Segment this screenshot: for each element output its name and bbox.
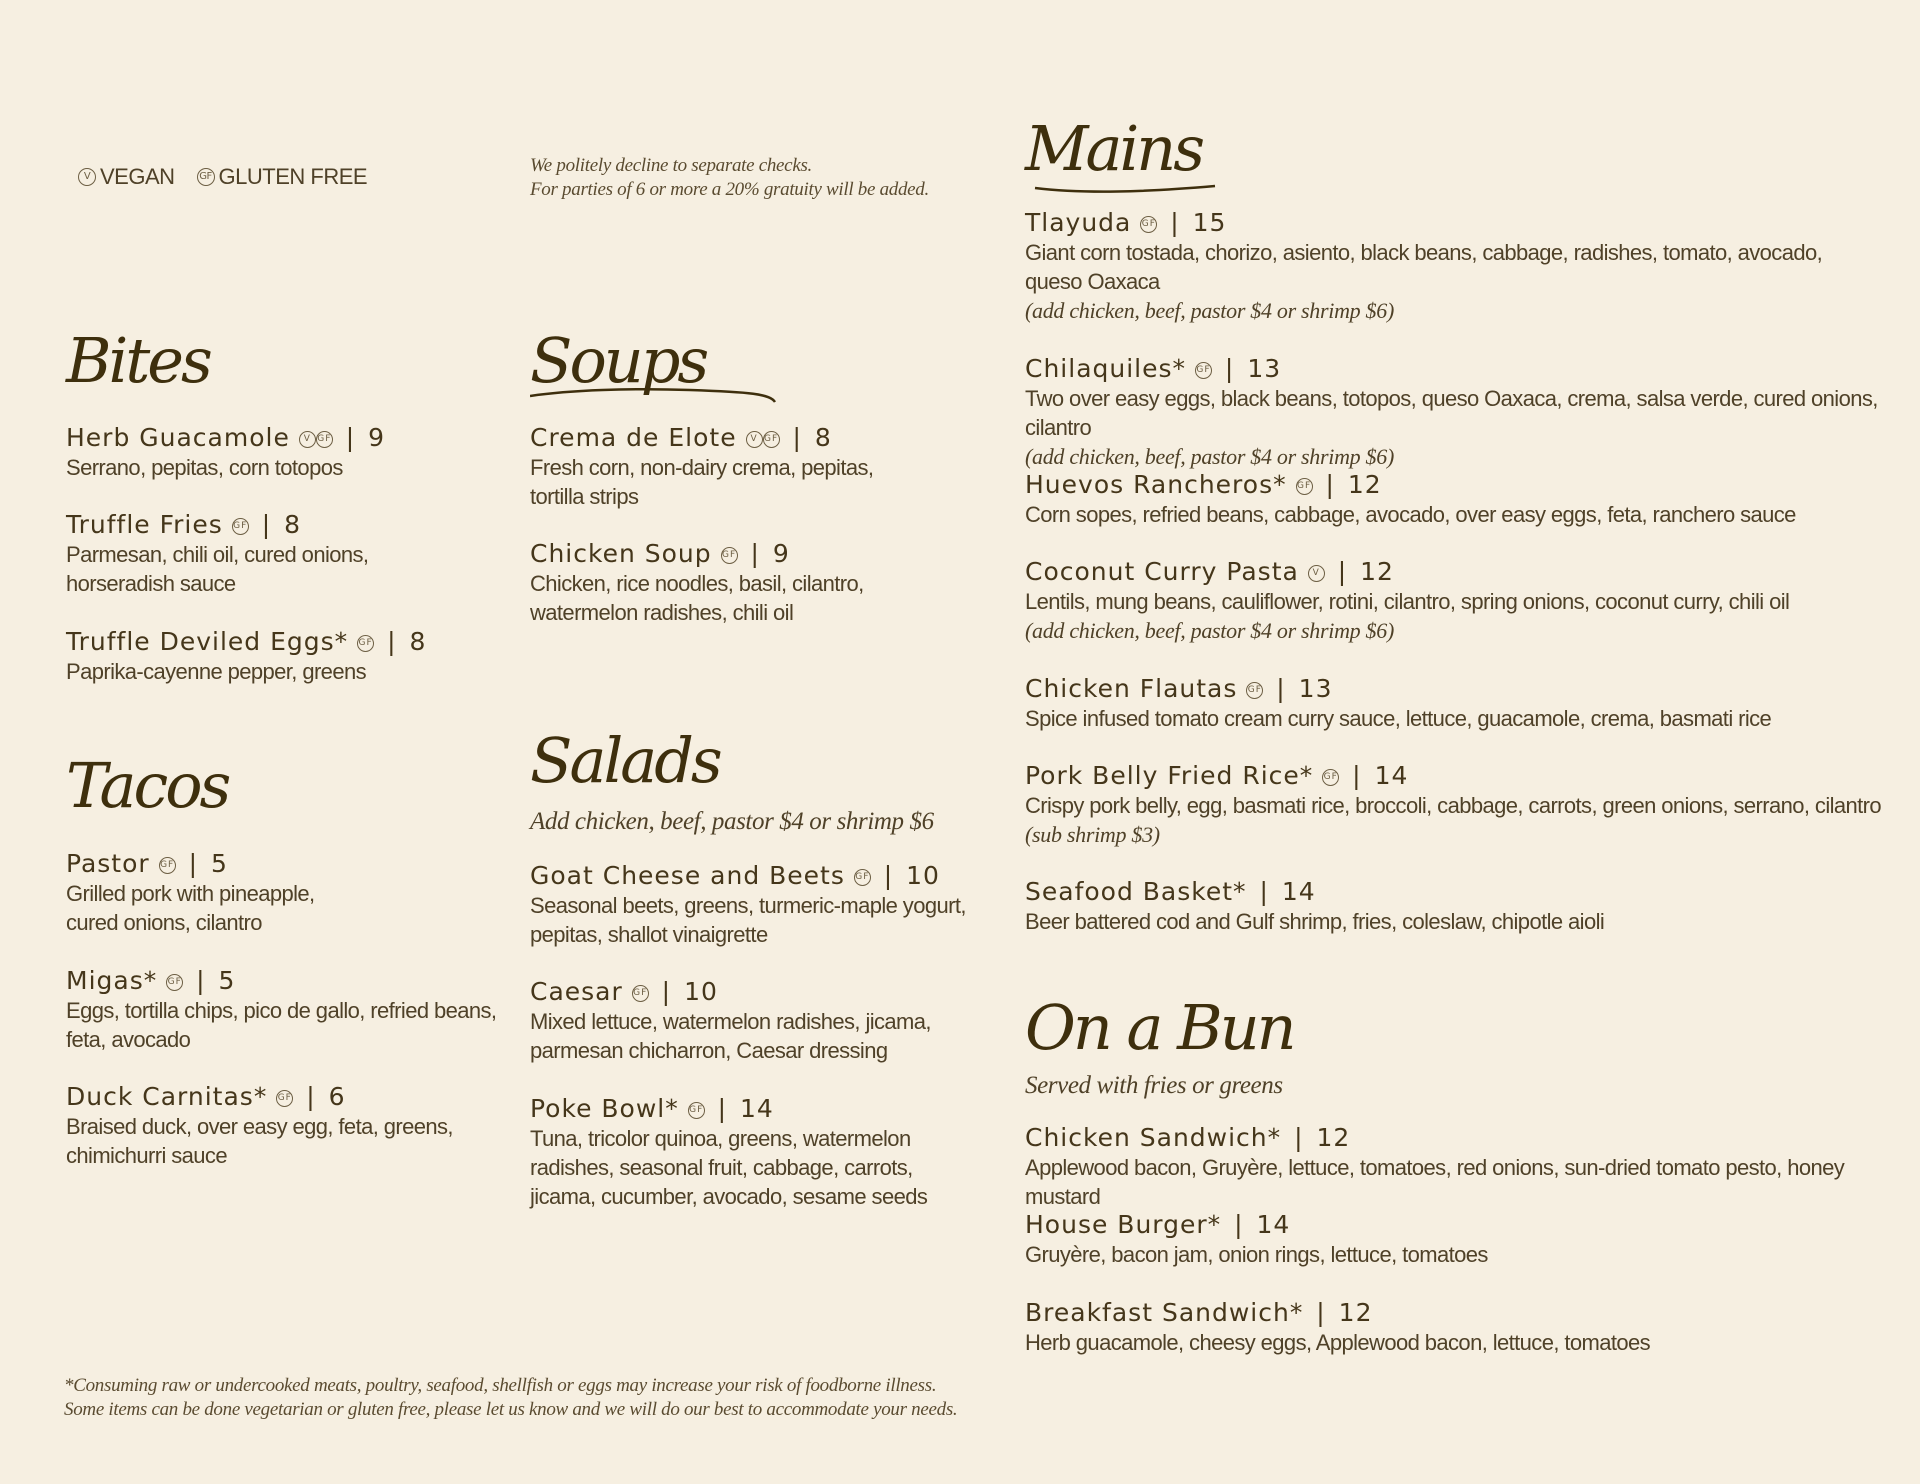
menu-item-price: 10 (906, 861, 940, 890)
price-separator: | (179, 849, 207, 878)
menu-item-name: Truffle Fries (66, 510, 223, 539)
price-separator: | (378, 627, 406, 656)
menu-item (1025, 877, 1604, 936)
menu-item-price: 6 (328, 1082, 346, 1111)
menu-item-title-line (66, 966, 496, 996)
gluten-free-icon: GF (1296, 478, 1313, 495)
menu-item-title-line (530, 1094, 927, 1124)
price-separator: | (1316, 470, 1344, 499)
section-title-tacos (66, 749, 229, 822)
menu-item-price: 15 (1192, 208, 1227, 237)
legend-gluten-free-label: GLUTEN FREE (218, 164, 368, 189)
section-title-mains-text: Mains (1025, 112, 1203, 185)
menu-item-description: Seasonal beets, greens, turmeric-maple yogurt, pepitas, shallot vinaigrette (530, 893, 966, 947)
menu-item-note: (add chicken, beef, pastor $4 or shrimp $6) (1025, 618, 1394, 643)
menu-item-price: 14 (740, 1094, 774, 1123)
menu-item (530, 423, 873, 511)
gluten-free-icon: GF (159, 857, 176, 874)
menu-item-note: (add chicken, beef, pastor $4 or shrimp $6) (1025, 444, 1394, 469)
price-separator: | (1343, 761, 1371, 790)
legend-gluten-free (197, 164, 368, 190)
price-separator: | (1267, 674, 1295, 703)
menu-item-name: Pastor (66, 849, 150, 878)
menu-item-description: Mixed lettuce, watermelon radishes, jicama, parmesan chicharron, Caesar dressing (530, 1009, 931, 1063)
menu-item-name: Chilaquiles* (1025, 354, 1187, 383)
vegan-icon: V (1308, 565, 1325, 582)
menu-item-title-line (1025, 1210, 1488, 1240)
menu-item-title-line (1025, 1298, 1650, 1328)
gluten-free-icon: GF (763, 431, 780, 448)
menu-item (1025, 674, 1771, 733)
menu-item-name: Chicken Soup (530, 539, 712, 568)
menu-item-note: (sub shrimp $3) (1025, 822, 1160, 847)
menu-item-name: Herb Guacamole (66, 423, 290, 452)
menu-item-description: Applewood bacon, Gruyère, lettuce, tomatoes, red onions, sun-dried tomato pesto, honey mustard (1025, 1155, 1845, 1209)
bun-served-with-note: Served with fries or greens (1025, 1072, 1283, 1099)
menu-item-price: 8 (814, 423, 832, 452)
menu-item-name: Poke Bowl* (530, 1094, 679, 1123)
section-title-salads-text: Salads (530, 724, 720, 797)
legend-vegan-label: VEGAN (100, 164, 175, 189)
footnote-line-2: Some items can be done vegetarian or gluten free, please let us know and we will do our best to accommodate your needs. (64, 1399, 958, 1420)
menu-item-name: Tlayuda (1025, 208, 1132, 237)
menu-item-description: Parmesan, chili oil, cured onions, horseradish sauce (66, 542, 369, 596)
menu-item-name: House Burger* (1025, 1210, 1222, 1239)
price-separator: | (1307, 1298, 1335, 1327)
vegan-icon: V (746, 431, 763, 448)
price-separator: | (1225, 1210, 1253, 1239)
gluten-free-icon: GF (316, 431, 333, 448)
menu-item (1025, 1210, 1488, 1269)
menu-item-price: 8 (284, 510, 301, 539)
menu-item-description: Paprika-cayenne pepper, greens (66, 659, 366, 684)
menu-item (66, 423, 385, 482)
menu-item-description: Spice infused tomato cream curry sauce, lettuce, guacamole, crema, basmati rice (1025, 706, 1772, 731)
gluten-free-icon: GF (232, 518, 249, 535)
menu-item-title-line (66, 849, 315, 879)
price-separator: | (741, 539, 769, 568)
menu-item-title-line (530, 977, 931, 1007)
menu-item-price: 12 (1360, 557, 1394, 586)
menu-item-title-line (1025, 877, 1604, 907)
menu-item (66, 1082, 453, 1170)
legend-vegan (78, 164, 175, 190)
menu-item-description: Corn sopes, refried beans, cabbage, avocado, over easy eggs, feta, ranchero sauce (1025, 502, 1796, 527)
menu-item (530, 1094, 927, 1211)
price-separator: | (652, 977, 681, 1006)
section-title-bites-text: Bites (66, 324, 210, 397)
menu-item (1025, 208, 1822, 325)
gluten-free-icon: GF (632, 985, 649, 1002)
menu-item-title-line (66, 1082, 453, 1112)
dietary-legend (78, 164, 367, 190)
menu-item-name: Duck Carnitas* (66, 1082, 268, 1111)
price-separator: | (297, 1082, 325, 1111)
gluten-free-icon: GF (721, 547, 738, 564)
menu-item-price: 8 (409, 627, 427, 656)
menu-item-description: Braised duck, over easy egg, feta, greens, chimichurri sauce (66, 1114, 453, 1168)
gluten-free-icon: GF (357, 635, 374, 652)
gluten-free-icon: GF (166, 974, 183, 991)
price-separator: | (252, 510, 281, 539)
gluten-free-icon: GF (1246, 682, 1263, 699)
menu-item-description: Eggs, tortilla chips, pico de gallo, refried beans, feta, avocado (66, 998, 497, 1052)
price-separator: | (187, 966, 215, 995)
section-title-on-a-bun (1025, 991, 1294, 1064)
menu-item (1025, 354, 1920, 471)
menu-item-title-line (530, 539, 864, 569)
menu-item-title-line (66, 627, 426, 657)
price-separator: | (1215, 354, 1244, 383)
menu-item-description: Fresh corn, non-dairy crema, pepitas, tortilla strips (530, 455, 874, 509)
gluten-free-icon: GF (1140, 216, 1157, 233)
gluten-free-icon: GF (276, 1090, 293, 1107)
price-separator: | (1250, 877, 1278, 906)
menu-item (66, 849, 315, 937)
salads-add-protein-note: Add chicken, beef, pastor $4 or shrimp $6 (530, 808, 934, 835)
menu-item-description: Beer battered cod and Gulf shrimp, fries, coleslaw, chipotle aioli (1025, 909, 1605, 934)
menu-item (530, 977, 931, 1065)
section-title-on-a-bun-text: On a Bun (1025, 991, 1294, 1064)
menu-item-title-line (1025, 557, 1789, 587)
menu-item-name: Huevos Rancheros* (1025, 470, 1287, 499)
price-separator: | (783, 423, 811, 452)
menu-item-title-line (530, 861, 966, 891)
menu-item-title-line (1025, 761, 1881, 791)
gluten-free-icon: GF (1195, 362, 1212, 379)
menu-item-title-line (1025, 674, 1771, 704)
menu-item-price: 12 (1316, 1123, 1351, 1152)
menu-item-name: Migas* (66, 966, 158, 995)
price-separator: | (336, 423, 365, 452)
menu-item-price: 12 (1338, 1298, 1373, 1327)
soups-flourish (530, 378, 790, 408)
gluten-free-icon: GF (1322, 769, 1339, 786)
check-policy (530, 154, 929, 202)
menu-item-name: Truffle Deviled Eggs* (66, 627, 349, 656)
menu-item-price: 10 (684, 977, 718, 1006)
footnote (64, 1374, 957, 1422)
menu-item (1025, 1123, 1920, 1211)
menu-item-price: 5 (210, 849, 228, 878)
gluten-free-icon: GF (688, 1102, 705, 1119)
menu-item-price: 14 (1256, 1210, 1291, 1239)
menu-item (1025, 470, 1796, 529)
policy-line-2: For parties of 6 or more a 20% gratuity will be added. (530, 179, 929, 200)
menu-item-description: Tuna, tricolor quinoa, greens, watermelon radishes, seasonal fruit, cabbage, carrots, jicama, cucumber, avocado, sesame seeds (530, 1126, 928, 1209)
menu-item-title-line (1025, 470, 1796, 500)
menu-item-name: Coconut Curry Pasta (1025, 557, 1299, 586)
menu-item (1025, 557, 1789, 645)
section-title-soups-text: Soups (530, 324, 707, 397)
menu-item-description: Crispy pork belly, egg, basmati rice, broccoli, cabbage, carrots, green onions, serrano, cilantro (1025, 793, 1882, 818)
gluten-free-icon: GF (197, 168, 215, 186)
menu-item-name: Chicken Flautas (1025, 674, 1238, 703)
menu-item (530, 861, 966, 949)
section-title-mains (1025, 112, 1203, 185)
menu-item (530, 539, 864, 627)
menu-item-description: Herb guacamole, cheesy eggs, Applewood bacon, lettuce, tomatoes (1025, 1330, 1651, 1355)
vegan-icon: V (78, 168, 96, 186)
menu-item-price: 5 (218, 966, 236, 995)
menu-item (1025, 761, 1881, 849)
menu-item-name: Pork Belly Fried Rice* (1025, 761, 1314, 790)
price-separator: | (1328, 557, 1357, 586)
menu-item-description: Gruyère, bacon jam, onion rings, lettuce, tomatoes (1025, 1242, 1488, 1267)
menu-item-price: 13 (1298, 674, 1333, 703)
menu-item-description: Serrano, pepitas, corn totopos (66, 455, 343, 480)
menu-item-title-line (1025, 354, 1920, 384)
menu-item (1025, 1298, 1650, 1357)
menu-item-title-line (66, 423, 385, 453)
gluten-free-icon: GF (854, 869, 871, 886)
mains-flourish (1025, 176, 1225, 196)
menu-item-name: Goat Cheese and Beets (530, 861, 845, 890)
menu-item-name: Seafood Basket* (1025, 877, 1247, 906)
menu-item-description: Lentils, mung beans, cauliflower, rotini, cilantro, spring onions, coconut curry, chili oil (1025, 589, 1790, 614)
section-title-salads (530, 724, 720, 797)
price-separator: | (1161, 208, 1189, 237)
menu-item-description: Two over easy eggs, black beans, totopos, queso Oaxaca, crema, salsa verde, cured onions, cilantro (1025, 386, 1878, 440)
vegan-icon: V (299, 431, 316, 448)
menu-item-name: Crema de Elote (530, 423, 737, 452)
menu-item (66, 966, 496, 1054)
menu-item-price: 14 (1374, 761, 1409, 790)
menu-item-price: 9 (772, 539, 790, 568)
menu-item-description: Giant corn tostada, chorizo, asiento, black beans, cabbage, radishes, tomato, avocado, queso Oaxaca (1025, 240, 1823, 294)
menu-item-price: 9 (368, 423, 386, 452)
menu-item-title-line (1025, 208, 1822, 238)
price-separator: | (708, 1094, 737, 1123)
section-title-bites (66, 324, 210, 397)
menu-item-description: Chicken, rice noodles, basil, cilantro, watermelon radishes, chili oil (530, 571, 864, 625)
menu-item-price: 13 (1247, 354, 1282, 383)
menu-item-title-line (530, 423, 873, 453)
menu-item-title-line (1025, 1123, 1920, 1153)
menu-item-name: Breakfast Sandwich* (1025, 1298, 1304, 1327)
menu-item (66, 627, 426, 686)
price-separator: | (874, 861, 903, 890)
menu-item-description: Grilled pork with pineapple, cured onions, cilantro (66, 881, 315, 935)
menu-item-note: (add chicken, beef, pastor $4 or shrimp $6) (1025, 298, 1394, 323)
menu-item-price: 14 (1281, 877, 1316, 906)
menu-item-price: 12 (1347, 470, 1382, 499)
section-title-soups (530, 324, 707, 397)
menu-item-name: Caesar (530, 977, 623, 1006)
menu-item-title-line (66, 510, 368, 540)
footnote-line-1: *Consuming raw or undercooked meats, poultry, seafood, shellfish or eggs may increase your risk of foodborne illness. (64, 1375, 937, 1396)
section-title-tacos-text: Tacos (66, 749, 229, 822)
menu-item (66, 510, 368, 598)
menu-item-name: Chicken Sandwich* (1025, 1123, 1282, 1152)
price-separator: | (1285, 1123, 1313, 1152)
policy-line-1: We politely decline to separate checks. (530, 155, 812, 176)
